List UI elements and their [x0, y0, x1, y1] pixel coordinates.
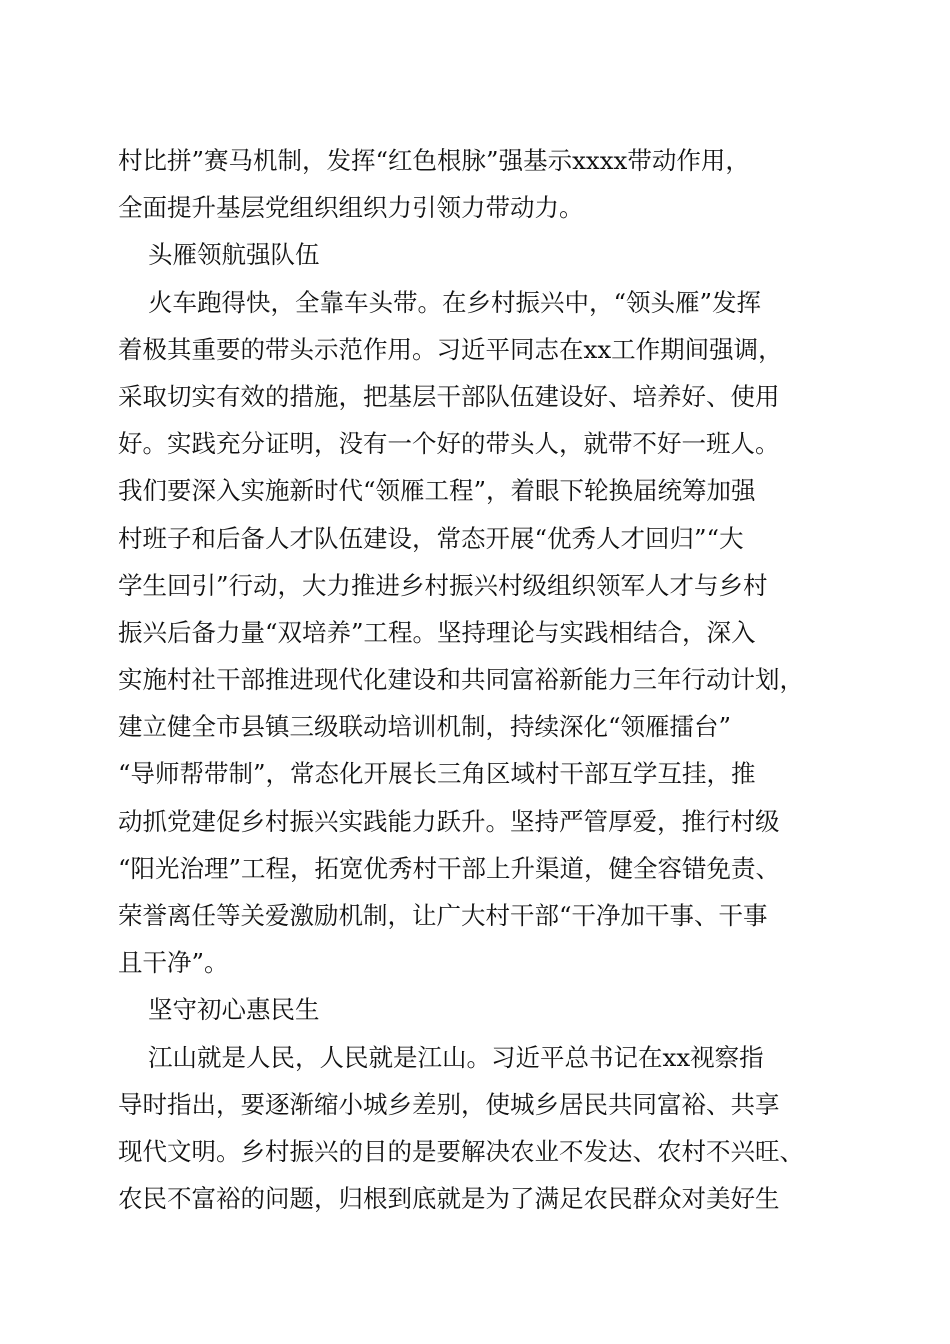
paragraph-line: 好。实践充分证明，没有一个好的带头人，就带不好一班人。 — [118, 429, 780, 459]
paragraph-line: 江山就是人民，人民就是江山。习近平总书记在xx视察指 — [148, 1042, 764, 1072]
section-heading: 头雁领航强队伍 — [148, 240, 320, 270]
paragraph-line: 采取切实有效的措施，把基层干部队伍建设好、培养好、使用 — [118, 381, 780, 411]
paragraph-line: 且干净”。 — [118, 948, 229, 978]
section-heading: 坚守初心惠民生 — [148, 995, 320, 1025]
paragraph-line: 我们要深入实施新时代“领雁工程”，着眼下轮换届统筹加强 — [118, 476, 756, 506]
paragraph-line: 全面提升基层党组织组织力引领力带动力。 — [118, 193, 584, 223]
paragraph-line: 村比拼”赛马机制，发挥“红色根脉”强基示xxxx带动作用， — [118, 146, 750, 175]
paragraph-line: 火车跑得快，全靠车头带。在乡村振兴中，“领头雁”发挥 — [148, 287, 762, 317]
paragraph-line: 着极其重要的带头示范作用。习近平同志在xx工作期间强调， — [118, 334, 783, 364]
paragraph-line: 建立健全市县镇三级联动培训机制，持续深化“领雁擂台” — [118, 712, 732, 742]
paragraph-line: 现代文明。乡村振兴的目的是要解决农业不发达、农村不兴旺、 — [118, 1136, 804, 1166]
paragraph-line: 荣誉离任等关爱激励机制，让广大村干部“干净加干事、干事 — [118, 901, 768, 930]
paragraph-line: “导师帮带制”，常态化开展长三角区域村干部互学互挂，推 — [118, 759, 756, 789]
paragraph-line: 振兴后备力量“双培养”工程。坚持理论与实践相结合，深入 — [118, 617, 756, 647]
document-body — [118, 137, 838, 1222]
paragraph-line: 动抓党建促乡村振兴实践能力跃升。坚持严管厚爱，推行村级 — [118, 806, 780, 836]
paragraph-line: 村班子和后备人才队伍建设，常态开展“优秀人才回归”“大 — [118, 523, 744, 553]
paragraph-line: 学生回引”行动，大力推进乡村振兴村级组织领军人才与乡村 — [118, 570, 768, 600]
paragraph-line: 实施村社干部推进现代化建设和共同富裕新能力三年行动计划， — [118, 665, 804, 695]
paragraph-line: “阳光治理”工程，拓宽优秀村干部上升渠道，健全容错免责、 — [118, 853, 781, 883]
paragraph-line: 农民不富裕的问题，归根到底就是为了满足农民群众对美好生 — [118, 1184, 780, 1214]
paragraph-line: 导时指出，要逐渐缩小城乡差别，使城乡居民共同富裕、共享 — [118, 1089, 780, 1119]
